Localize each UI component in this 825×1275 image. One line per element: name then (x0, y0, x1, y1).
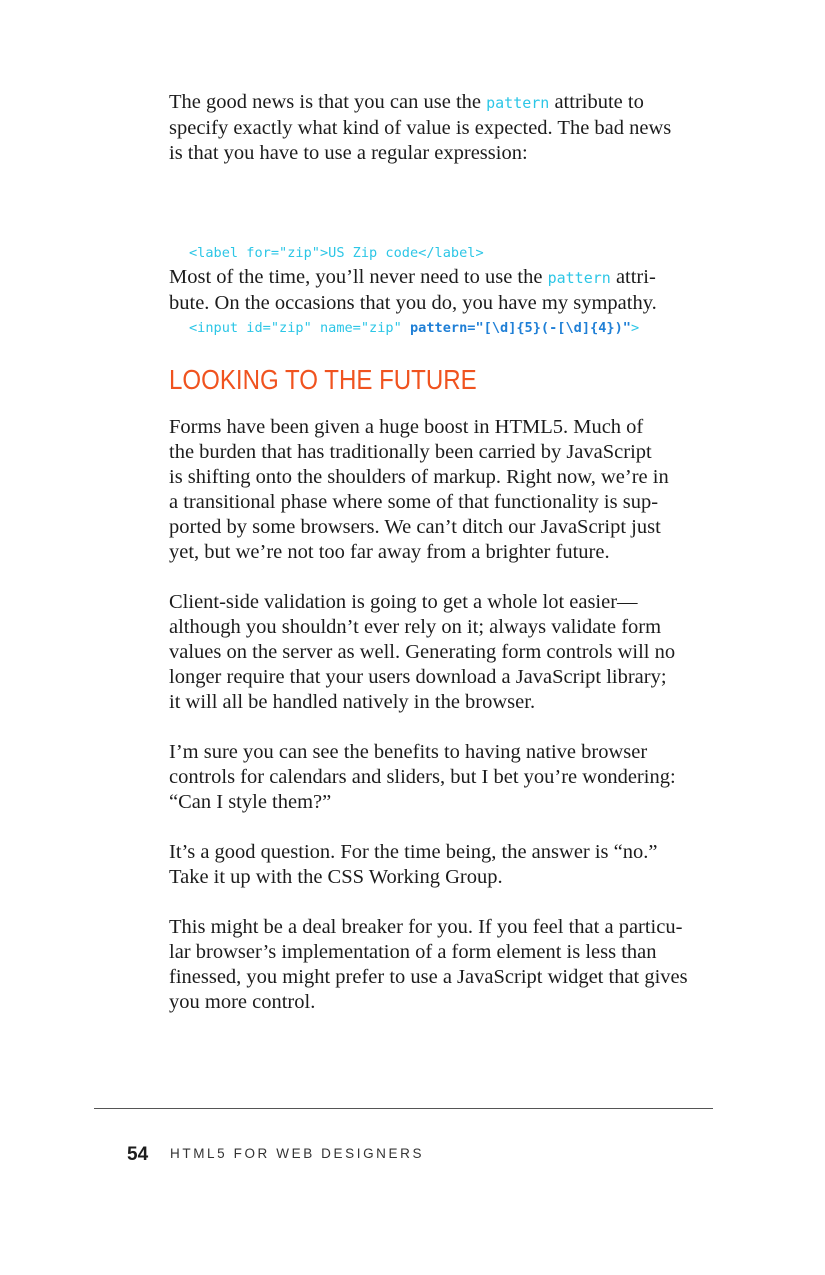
paragraph-line: Take it up with the CSS Working Group. (169, 866, 503, 888)
paragraph-line: specify exactly what kind of value is expected. The bad news (169, 117, 672, 139)
paragraph-pattern-intro (169, 90, 714, 166)
paragraph-line: yet, but we’re not too far away from a brighter future. (169, 541, 610, 563)
paragraph-line: finessed, you might prefer to use a JavaScript widget that gives (169, 966, 688, 988)
paragraph-line: longer require that your users download a JavaScript library; (169, 666, 667, 688)
code-text: <input id="zip" name="zip" (189, 320, 410, 336)
section-heading: LOOKING TO THE FUTURE (169, 364, 477, 395)
paragraph-line: although you shouldn’t ever rely on it; always validate form (169, 616, 662, 638)
paragraph-line: a transitional phase where some of that functionality is sup- (169, 491, 659, 513)
paragraph-line: is that you have to use a regular expression: (169, 142, 528, 164)
paragraph-good-question (169, 840, 714, 890)
text-run: The good news is that you can use the (169, 91, 487, 113)
paragraph-line: values on the server as well. Generating form controls will no (169, 641, 676, 663)
paragraph-line: “Can I style them?” (169, 791, 332, 813)
paragraph-line: ported by some browsers. We can’t ditch our JavaScript just (169, 516, 661, 538)
paragraph-line: bute. On the occasions that you do, you have my sympathy. (169, 292, 657, 314)
paragraph-line: This might be a deal breaker for you. If you feel that a particu- (169, 916, 683, 938)
paragraph-line: I’m sure you can see the benefits to having native browser (169, 741, 648, 763)
paragraph-line: Client-side validation is going to get a whole lot easier— (169, 591, 638, 613)
paragraph-line (169, 265, 714, 291)
paragraph-line: the burden that has traditionally been carried by JavaScript (169, 441, 652, 463)
code-pattern-attribute: pattern="[\d]{5}(-[\d]{4})" (409, 320, 631, 336)
paragraph-line: controls for calendars and sliders, but I bet you’re wondering: (169, 766, 676, 788)
running-title: HTML5 FOR WEB DESIGNERS (170, 1146, 425, 1161)
code-line-input (189, 316, 639, 341)
paragraph-pattern-sympathy (169, 265, 714, 316)
paragraph-line: It’s a good question. For the time being, the answer is “no.” (169, 841, 658, 863)
paragraph-line: is shifting onto the shoulders of markup. Right now, we’re in (169, 466, 669, 488)
footer-divider (94, 1108, 713, 1109)
text-run: attri- (610, 266, 656, 288)
paragraph-line: Forms have been given a huge boost in HTML5. Much of (169, 416, 644, 438)
paragraph-line: it will all be handled natively in the browser. (169, 691, 536, 713)
paragraph-client-validation (169, 590, 714, 715)
paragraph-native-controls (169, 740, 714, 815)
paragraph-line: you more control. (169, 991, 316, 1013)
code-line-label (189, 241, 639, 266)
inline-code-pattern: pattern (547, 269, 611, 287)
paragraph-line (169, 90, 714, 116)
code-text: <label for="zip">US Zip code</label> (189, 245, 484, 261)
page-number: 54 (127, 1144, 149, 1165)
text-run: attribute to (549, 91, 644, 113)
paragraph-forms-boost (169, 415, 714, 565)
paragraph-deal-breaker (169, 915, 714, 1015)
text-run: Most of the time, you’ll never need to use the (169, 266, 548, 288)
code-text: > (630, 320, 640, 336)
inline-code-pattern: pattern (486, 94, 550, 112)
paragraph-line: lar browser’s implementation of a form element is less than (169, 941, 657, 963)
